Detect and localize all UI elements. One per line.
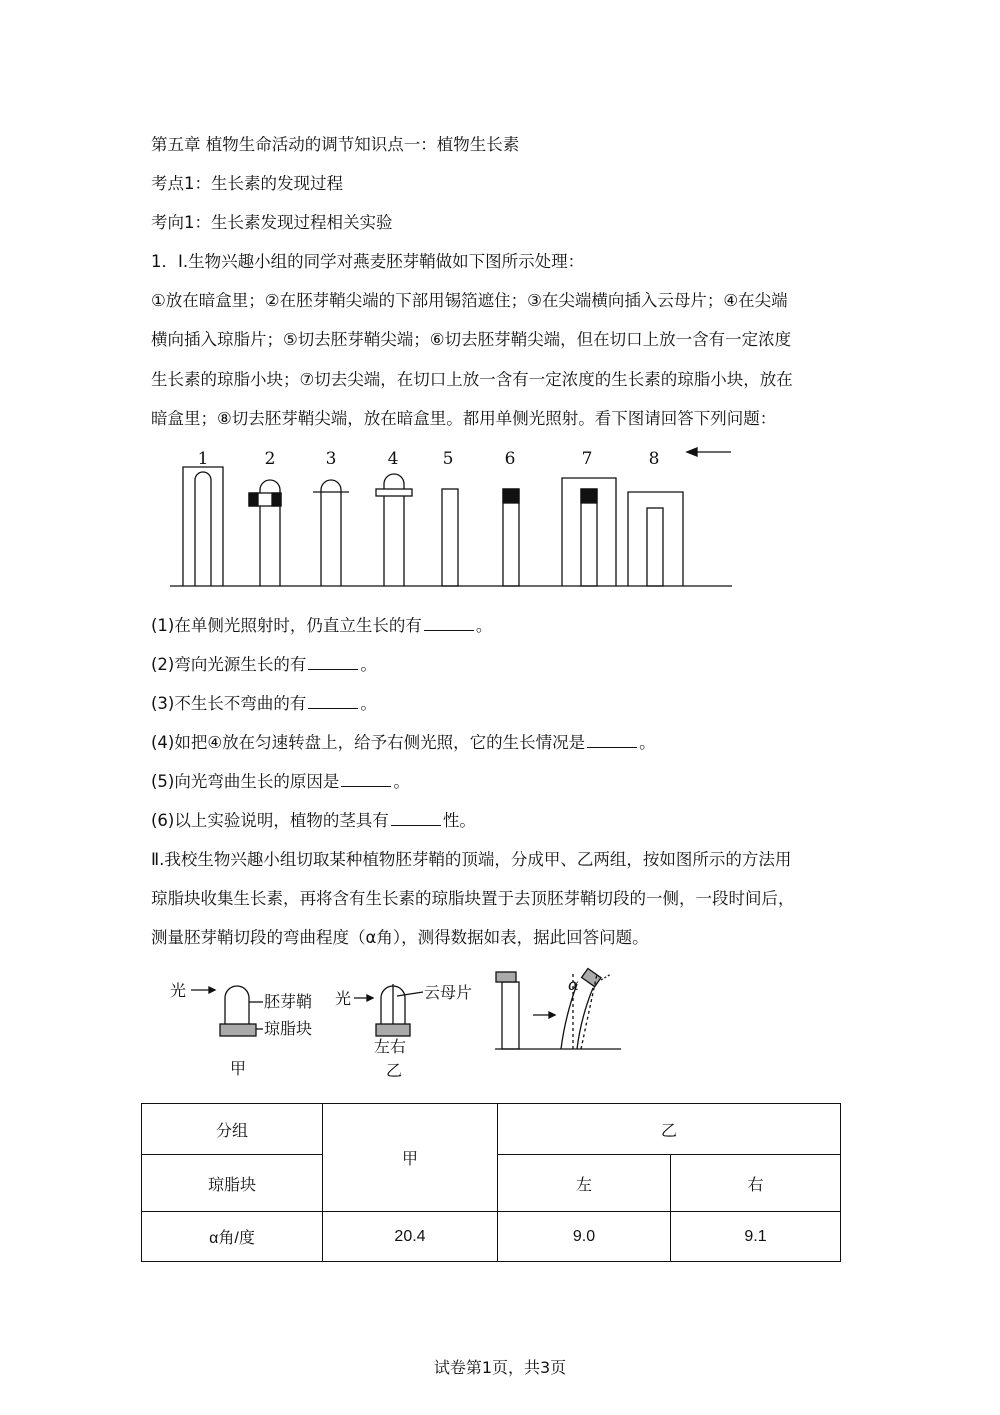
group-header-cell: 分组 xyxy=(142,1104,323,1155)
answer-blank[interactable] xyxy=(391,811,441,826)
group-yi-label: 乙 xyxy=(386,1061,403,1080)
alpha-label: α xyxy=(568,975,579,994)
figure-label: 4 xyxy=(387,449,399,469)
page-footer: 试卷第1页，共3页 xyxy=(433,1358,567,1377)
group-jia-label: 甲 xyxy=(230,1059,247,1078)
question-desc-line: ①放在暗盒里；②在胚芽鞘尖端的下部用锡箔遮住；③在尖端横向插入云母片；④在尖端 xyxy=(151,291,788,310)
jia-value-cell: 20.4 xyxy=(323,1212,498,1262)
answer-blank[interactable] xyxy=(308,694,358,709)
figure-label: 2 xyxy=(264,449,276,469)
sub-question-3: (3)不生长不弯曲的有 。 xyxy=(151,694,377,713)
figure-label: 5 xyxy=(442,449,454,469)
answer-blank[interactable] xyxy=(424,616,474,631)
coleoptile-treatment-figure xyxy=(165,440,745,595)
left-value-cell: 9.0 xyxy=(498,1212,671,1262)
kaodian-heading: 考点1：生长素的发现过程 xyxy=(151,174,343,193)
part2-line: 琼脂块收集生长素，再将含有生长素的琼脂块置于去顶胚芽鞘切段的一侧，一段时间后， xyxy=(151,889,795,908)
answer-blank[interactable] xyxy=(308,655,358,670)
sub-question-1: (1)在单侧光照射时，仍直立生长的有 。 xyxy=(151,616,493,635)
part2-line: 测量胚芽鞘切段的弯曲程度（α角），测得数据如表，据此回答问题。 xyxy=(151,928,649,947)
alpha-angle-table xyxy=(141,1103,841,1262)
question-desc-line: 暗盒里；⑧切去胚芽鞘尖端，放在暗盒里。都用单侧光照射。看下图请回答下列问题： xyxy=(151,409,777,428)
coleoptile-label: 胚芽鞘 xyxy=(264,992,313,1011)
agar-header-cell: 琼脂块 xyxy=(142,1155,323,1212)
part2-line: Ⅱ.我校生物兴趣小组切取某种植物胚芽鞘的顶端，分成甲、乙两组，按如图所示的方法用 xyxy=(151,850,792,869)
figure-label: 7 xyxy=(581,449,593,469)
yi-header-cell: 乙 xyxy=(498,1104,841,1155)
figure-label: 8 xyxy=(648,449,660,469)
answer-blank[interactable] xyxy=(341,772,391,787)
right-header-cell: 右 xyxy=(671,1155,841,1212)
figure-label: 3 xyxy=(325,449,337,469)
agar-label: 琼脂块 xyxy=(264,1019,313,1038)
answer-blank[interactable] xyxy=(587,733,637,748)
jia-header-cell: 甲 xyxy=(323,1104,498,1212)
left-header-cell: 左 xyxy=(498,1155,671,1212)
agar-collection-figure xyxy=(165,962,630,1082)
sub-question-6: (6)以上实验说明，植物的茎具有 性。 xyxy=(151,811,476,830)
question-intro: 1．Ⅰ.生物兴趣小组的同学对燕麦胚芽鞘做如下图所示处理： xyxy=(151,252,585,271)
mica-label: 云母片 xyxy=(424,983,473,1002)
kaoxiang-heading: 考向1：生长素发现过程相关实验 xyxy=(151,213,393,232)
sub-question-2: (2)弯向光源生长的有 。 xyxy=(151,655,377,674)
question-desc-line: 横向插入琼脂片；⑤切去胚芽鞘尖端；⑥切去胚芽鞘尖端，但在切口上放一含有一定浓度 xyxy=(151,330,792,349)
angle-header-cell: α角/度 xyxy=(142,1212,323,1262)
figure-label: 6 xyxy=(504,449,516,469)
light-label: 光 xyxy=(170,981,187,1000)
left-right-label: 左右 xyxy=(374,1037,407,1056)
sub-question-4: (4)如把④放在匀速转盘上，给予右侧光照，它的生长情况是 。 xyxy=(151,733,656,752)
figure-label: 1 xyxy=(197,449,209,469)
light-label: 光 xyxy=(335,989,352,1008)
sub-question-5: (5)向光弯曲生长的原因是 。 xyxy=(151,772,410,791)
chapter-title: 第五章 植物生命活动的调节知识点一：植物生长素 xyxy=(151,135,520,154)
question-desc-line: 生长素的琼脂小块；⑦切去尖端，在切口上放一含有一定浓度的生长素的琼脂小块，放在 xyxy=(151,370,793,389)
right-value-cell: 9.1 xyxy=(671,1212,841,1262)
